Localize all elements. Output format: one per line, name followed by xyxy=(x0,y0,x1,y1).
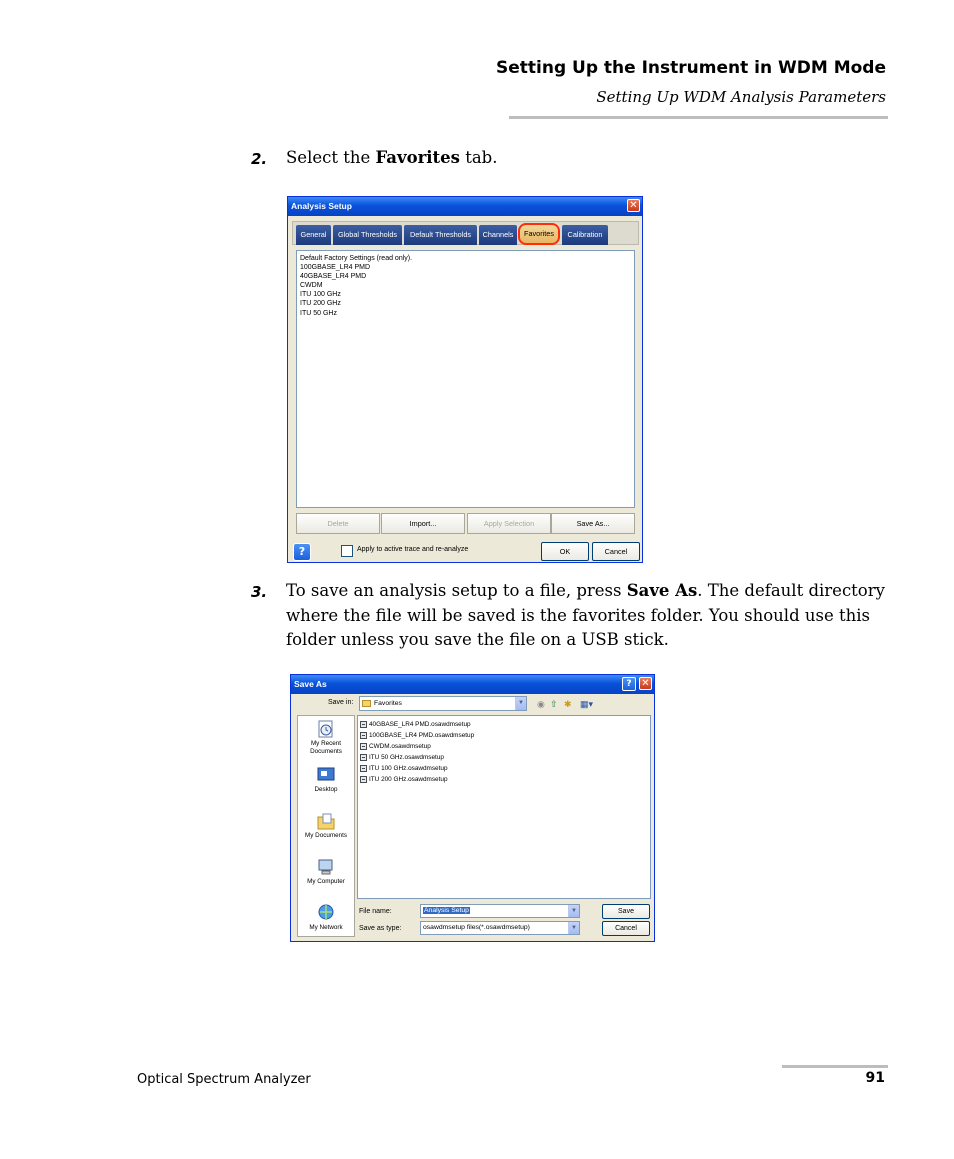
tab-general[interactable]: General xyxy=(296,225,331,245)
recent-documents-icon xyxy=(316,720,336,738)
save-in-label: Save in: xyxy=(328,699,354,706)
tab-default-thresholds[interactable]: Default Thresholds xyxy=(404,225,477,245)
file-item[interactable] xyxy=(360,730,648,741)
analysis-setup-title: Analysis Setup xyxy=(291,201,352,211)
place-my-documents[interactable] xyxy=(298,812,354,840)
header-rule xyxy=(509,116,888,119)
favorite-item[interactable]: ITU 50 GHz xyxy=(300,309,337,317)
place-desktop[interactable] xyxy=(298,766,354,794)
place-label: My Computer xyxy=(307,878,345,885)
running-header-subtitle: Setting Up WDM Analysis Parameters xyxy=(596,88,886,106)
chevron-down-icon[interactable]: ▼ xyxy=(515,697,526,710)
file-item[interactable] xyxy=(360,774,648,785)
views-menu-icon[interactable]: ▦▾ xyxy=(580,699,594,709)
my-documents-icon xyxy=(316,812,336,830)
favorite-item[interactable]: Default Factory Settings (read only). xyxy=(300,255,413,262)
save-in-value: Favorites xyxy=(374,700,402,707)
my-network-icon xyxy=(316,904,336,922)
step-text-3 xyxy=(286,579,886,653)
apply-to-trace-checkbox[interactable] xyxy=(341,545,353,557)
file-name-label: File name: xyxy=(359,908,392,915)
step-2-text-bold: Favorites xyxy=(375,148,460,167)
place-label: Desktop xyxy=(314,786,338,793)
apply-selection-button[interactable]: Apply Selection xyxy=(467,513,551,534)
file-name: ITU 100 GHz.osawdmsetup xyxy=(369,765,448,772)
save-as-button[interactable]: Save As... xyxy=(551,513,635,534)
file-icon xyxy=(360,732,367,739)
save-as-title: Save As xyxy=(294,679,327,689)
analysis-setup-dialog xyxy=(287,196,643,563)
back-icon[interactable]: ◉ xyxy=(537,699,545,709)
import-button[interactable]: Import... xyxy=(381,513,465,534)
place-label: My Documents xyxy=(305,832,347,839)
my-computer-icon xyxy=(316,858,336,876)
file-name-input[interactable] xyxy=(420,904,580,918)
step-3-text-bold: Save As xyxy=(626,581,698,600)
ok-button[interactable]: OK xyxy=(541,542,589,561)
help-icon[interactable]: ? xyxy=(293,543,311,561)
analysis-setup-titlebar xyxy=(288,197,642,216)
file-item[interactable] xyxy=(360,763,648,774)
new-folder-icon[interactable]: ✱ xyxy=(564,699,572,709)
chevron-down-icon[interactable]: ▼ xyxy=(568,905,579,917)
desktop-icon xyxy=(316,766,336,784)
file-icon xyxy=(360,776,367,783)
file-icon xyxy=(360,721,367,728)
file-name-value: Analysis Setup xyxy=(424,907,469,914)
file-icon xyxy=(360,743,367,750)
place-my-recent-documents[interactable] xyxy=(298,720,354,756)
file-icon xyxy=(360,765,367,772)
save-as-dialog xyxy=(290,674,655,942)
step-2-text-post: tab. xyxy=(459,148,498,167)
tab-calibration[interactable]: Calibration xyxy=(562,225,608,245)
favorite-item[interactable]: 100GBASE_LR4 PMD xyxy=(300,264,371,272)
file-item[interactable] xyxy=(360,741,648,752)
file-name: ITU 50 GHz.osawdmsetup xyxy=(369,754,444,761)
favorite-item[interactable]: ITU 100 GHz xyxy=(300,291,341,299)
close-icon[interactable]: ✕ xyxy=(639,677,652,690)
step-3-text-pre: To save an analysis setup to a file, press xyxy=(286,581,627,600)
help-icon[interactable]: ? xyxy=(622,677,636,691)
step-2-text-pre: Select the xyxy=(286,148,376,167)
step-number-2: 2. xyxy=(251,150,268,168)
footer-product-name: Optical Spectrum Analyzer xyxy=(137,1072,311,1087)
step-text-2 xyxy=(286,146,886,171)
cancel-button[interactable]: Cancel xyxy=(602,921,650,936)
places-bar xyxy=(297,715,355,937)
file-icon xyxy=(360,754,367,761)
file-item[interactable] xyxy=(360,719,648,730)
place-label: My Network xyxy=(309,924,343,931)
save-as-type-value: osawdmsetup files(*.osawdmsetup) xyxy=(423,924,530,931)
tab-global-thresholds[interactable]: Global Thresholds xyxy=(333,225,402,245)
close-icon[interactable]: ✕ xyxy=(627,199,640,212)
file-name: ITU 200 GHz.osawdmsetup xyxy=(369,776,448,783)
folder-icon xyxy=(362,700,371,707)
step-number-3: 3. xyxy=(251,583,268,601)
file-name: 100GBASE_LR4 PMD.osawdmsetup xyxy=(369,732,475,739)
tab-bar xyxy=(292,221,639,245)
footer-rule xyxy=(782,1065,888,1068)
favorites-list[interactable] xyxy=(296,250,635,508)
favorite-item[interactable]: 40GBASE_LR4 PMD xyxy=(300,273,367,281)
save-as-type-select[interactable] xyxy=(420,921,580,935)
place-my-computer[interactable] xyxy=(298,858,354,886)
save-as-titlebar xyxy=(291,675,654,694)
up-folder-icon[interactable]: ⇧ xyxy=(550,699,558,709)
step-3-text-post: . The default directory where the file will be saved is the favorites folder. You should use this folder unless you save the file on a USB stick. xyxy=(286,581,885,649)
place-label: My Recent Documents xyxy=(310,740,342,755)
page-number: 91 xyxy=(865,1070,885,1086)
save-in-combo[interactable] xyxy=(359,696,527,711)
save-as-type-label: Save as type: xyxy=(359,925,402,932)
chevron-down-icon[interactable]: ▼ xyxy=(568,922,579,934)
delete-button[interactable]: Delete xyxy=(296,513,380,534)
file-name: CWDM.osawdmsetup xyxy=(369,743,431,750)
tab-channels[interactable]: Channels xyxy=(479,225,517,245)
file-list[interactable] xyxy=(357,715,651,899)
cancel-button[interactable]: Cancel xyxy=(592,542,640,561)
favorite-item[interactable]: CWDM xyxy=(300,282,323,290)
file-name: 40GBASE_LR4 PMD.osawdmsetup xyxy=(369,721,471,728)
save-button[interactable]: Save xyxy=(602,904,650,919)
favorite-item[interactable]: ITU 200 GHz xyxy=(300,300,341,308)
apply-to-trace-label: Apply to active trace and re-analyze xyxy=(357,546,469,553)
place-my-network[interactable] xyxy=(298,904,354,932)
file-item[interactable] xyxy=(360,752,648,763)
running-header-title: Setting Up the Instrument in WDM Mode xyxy=(495,58,886,78)
tab-favorites[interactable]: Favorites xyxy=(518,223,560,245)
